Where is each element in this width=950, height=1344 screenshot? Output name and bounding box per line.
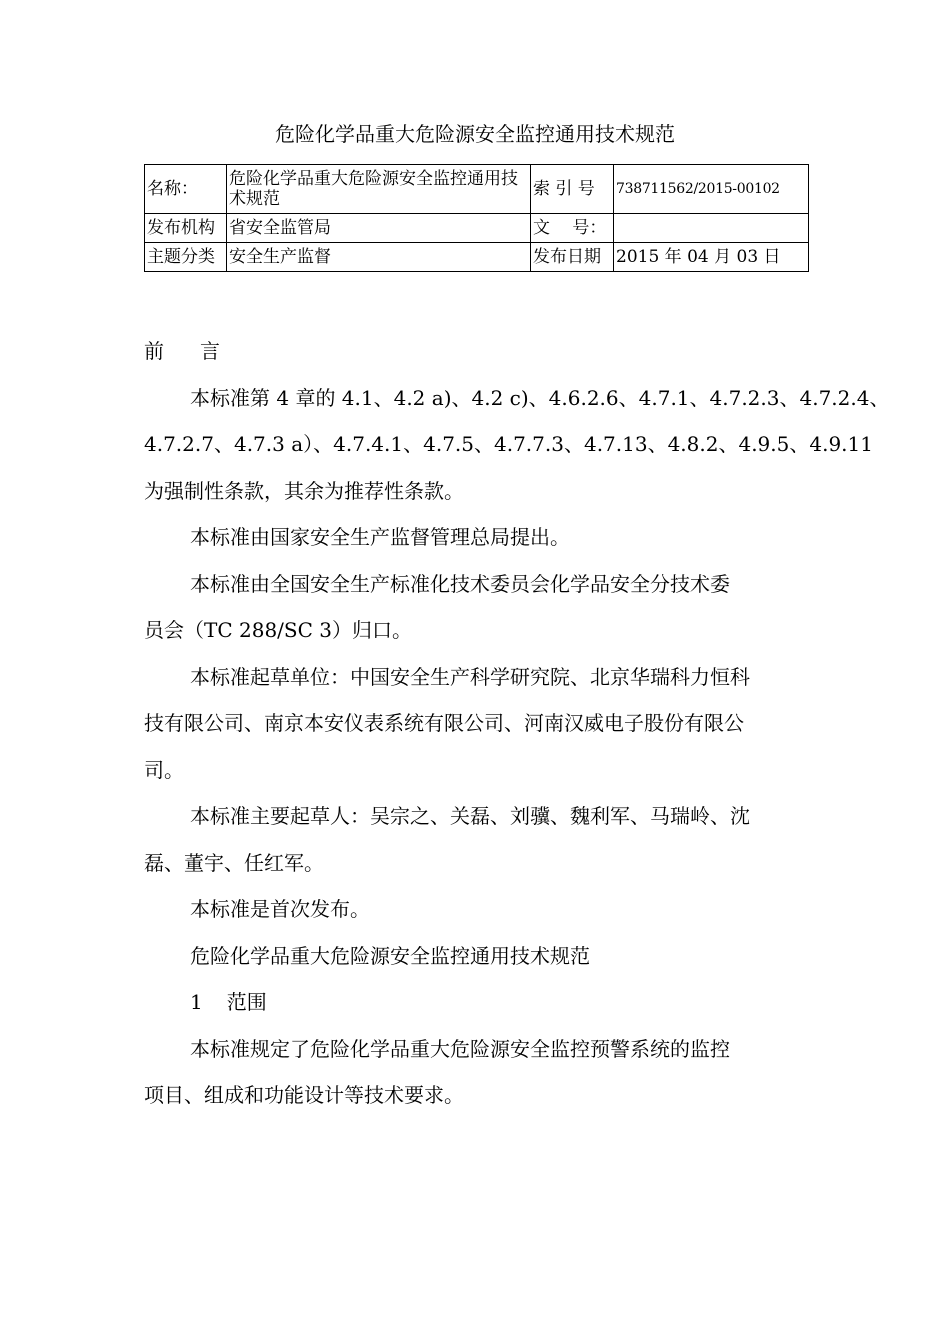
index-label: 索 引 号: [531, 165, 614, 214]
publish-date-value: 2015 年 04 月 03 日: [614, 243, 809, 272]
publisher-label: 发布机构: [145, 214, 227, 243]
paragraph-line: 本标准是首次发布。: [190, 897, 370, 921]
paragraph-line: 技有限公司、南京本安仪表系统有限公司、河南汉威电子股份有限公: [144, 711, 744, 735]
table-row: [145, 165, 809, 214]
paragraph-line: 司。: [144, 757, 184, 782]
page-title: 危险化学品重大危险源安全监控通用技术规范: [275, 122, 675, 146]
preface-heading-right: 言: [200, 339, 220, 363]
category-label: 主题分类: [145, 243, 227, 272]
doc-number-label: 文 号：: [531, 214, 614, 243]
name-label: 名称：: [145, 165, 227, 214]
paragraph-line: 磊、董宇、任红军。: [144, 850, 324, 875]
publish-date-label: 发布日期: [531, 243, 614, 272]
standard-title-line: 危险化学品重大危险源安全监控通用技术规范: [190, 943, 590, 968]
index-value: 738711562/2015-00102: [614, 165, 809, 214]
section-number: 1: [190, 990, 203, 1014]
table-row: [145, 214, 809, 243]
paragraph-line: 本标准由国家安全生产监督管理总局提出。: [190, 525, 570, 549]
table-row: [145, 243, 809, 272]
preface-heading: [144, 328, 810, 375]
preface-heading-left: 前: [144, 339, 164, 363]
paragraph-line: 本标准由全国安全生产标准化技术委员会化学品安全分技术委: [190, 571, 730, 596]
paragraph-line: 项目、组成和功能设计等技术要求。: [144, 1083, 464, 1107]
section-title: 范围: [226, 990, 267, 1014]
paragraph-line: 本标准主要起草人：吴宗之、关磊、刘骥、魏利军、马瑞岭、沈: [190, 804, 750, 828]
publisher-value: 省安全监管局: [227, 214, 531, 243]
category-value: 安全生产监督: [227, 243, 531, 272]
paragraph-line: 为强制性条款，其余为推荐性条款。: [144, 478, 464, 503]
paragraph-line: 本标准规定了危险化学品重大危险源安全监控预警系统的监控: [190, 1036, 730, 1061]
section-heading: [144, 979, 810, 1026]
doc-number-value: [614, 214, 809, 243]
paragraph-line: 本标准第 4 章的 4.1、4.2 a)、4.2 c)、4.6.2.6、4.7.1、4.7.2.3、4.7.2.4、: [190, 385, 890, 410]
document-body: [144, 328, 890, 1119]
paragraph-line: 4.7.2.7、4.7.3 a）、4.7.4.1、4.7.5、4.7.7.3、4.7.13、4.8.2、4.9.5、4.9.11: [144, 432, 873, 456]
name-value: 危险化学品重大危险源安全监控通用技术规范: [227, 165, 531, 214]
paragraph-line: 本标准起草单位：中国安全生产科学研究院、北京华瑞科力恒科: [190, 664, 750, 689]
metadata-table: [144, 164, 809, 272]
paragraph-line: 员会（TC 288/SC 3）归口。: [144, 618, 412, 642]
